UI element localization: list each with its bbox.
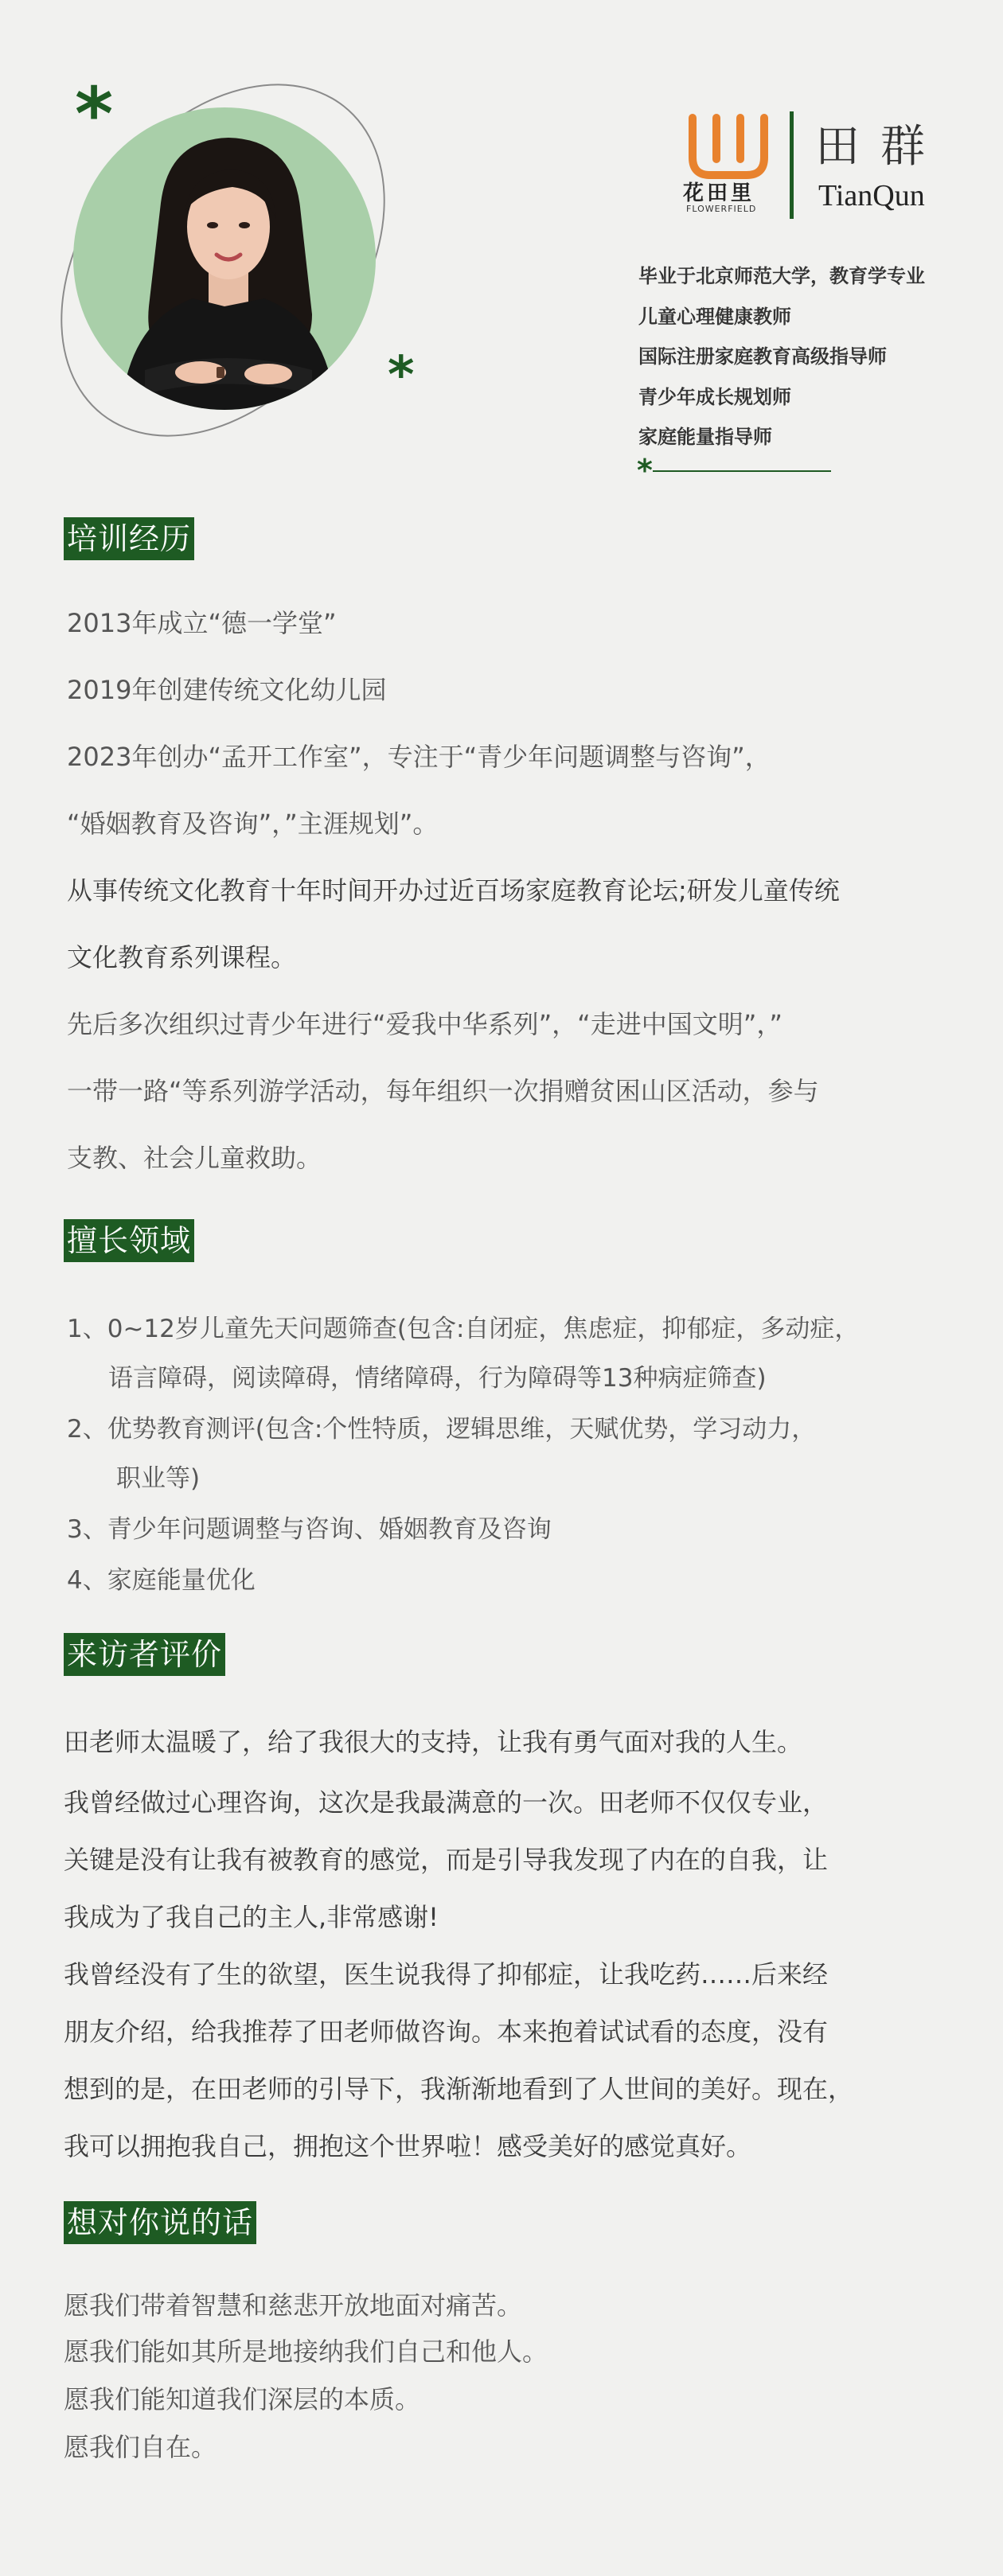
logo-text-en: FLOWERFIELD <box>686 204 757 214</box>
expertise-line: 职业等) <box>116 1464 201 1493</box>
section-heading-message: 想对你说的话 <box>64 2201 256 2244</box>
training-line: 一带一路“等系列游学活动，每年组织一次捐赠贫困山区活动，参与 <box>67 1076 819 1106</box>
profile-title: 国际注册家庭教育高级指导师 <box>638 345 887 368</box>
review-line: 我可以拥抱我自己，拥抱这个世界啦！感受美好的感觉真好。 <box>64 2131 752 2161</box>
training-line: 先后多次组织过青少年进行“爱我中华系列”，“走进中国文明”，” <box>67 1009 782 1039</box>
profile-title: 家庭能量指导师 <box>638 425 772 448</box>
section-heading-training: 培训经历 <box>64 517 194 560</box>
expertise-line: 3、青少年问题调整与咨询、婚姻教育及咨询 <box>67 1515 552 1544</box>
message-line: 愿我们能知道我们深层的本质。 <box>64 2384 421 2414</box>
review-line: 朋友介绍，给我推荐了田老师做咨询。本来抱着试试看的态度，没有 <box>64 2017 829 2047</box>
expertise-line: 语言障碍，阅读障碍，情绪障碍，行为障碍等13种病症筛查) <box>108 1364 767 1393</box>
message-line: 愿我们自在。 <box>64 2432 217 2462</box>
section-heading-reviews: 来访者评价 <box>64 1633 225 1676</box>
training-line: 从事传统文化教育十年时间开办过近百场家庭教育论坛;研发儿童传统 <box>67 875 840 906</box>
asterisk-icon: * <box>637 453 653 488</box>
training-line: “婚姻教育及咨询”，”主涯规划”。 <box>67 809 439 839</box>
training-line: 2019年创建传统文化幼儿园 <box>67 675 387 705</box>
name-cn: 田群 <box>815 121 946 173</box>
review-line: 想到的是，在田老师的引导下，我渐渐地看到了人世间的美好。现在， <box>64 2074 854 2104</box>
expertise-line: 4、家庭能量优化 <box>67 1566 256 1595</box>
training-line: 2013年成立“德一学堂” <box>67 608 337 638</box>
titles-divider <box>653 470 831 472</box>
asterisk-icon: * <box>388 346 415 405</box>
profile-title: 毕业于北京师范大学，教育学专业 <box>638 264 925 287</box>
training-line: 支教、社会儿童救助。 <box>67 1143 322 1173</box>
message-line: 愿我们能如其所是地接纳我们自己和他人。 <box>64 2336 548 2367</box>
review-line: 我曾经没有了生的欲望，医生说我得了抑郁症，让我吃药……后来经 <box>64 1959 829 1989</box>
logo-text-cn: 花田里 <box>683 181 755 205</box>
review-line: 我曾经做过心理咨询，这次是我最满意的一次。田老师不仅仅专业， <box>64 1787 829 1818</box>
expertise-line: 1、0~12岁儿童先天问题筛查(包含:自闭症，焦虑症，抑郁症，多动症， <box>67 1315 860 1343</box>
training-line: 2023年创办“孟开工作室”，专注于“青少年问题调整与咨询”， <box>67 742 771 772</box>
profile-title: 儿童心理健康教师 <box>638 304 791 328</box>
profile-title: 青少年成长规划师 <box>638 384 791 408</box>
section-heading-expertise: 擅长领域 <box>64 1219 194 1262</box>
expertise-line: 2、优势教育测评(包含:个性特质，逻辑思维，天赋优势，学习动力， <box>67 1415 817 1444</box>
review-line: 田老师太温暖了，给了我很大的支持，让我有勇气面对我的人生。 <box>64 1727 803 1757</box>
message-line: 愿我们带着智慧和慈悲开放地面对痛苦。 <box>64 2290 523 2321</box>
name-en: TianQun <box>818 179 925 212</box>
review-line: 我成为了我自己的主人,非常感谢! <box>64 1902 439 1932</box>
review-line: 关键是没有让我有被教育的感觉，而是引导我发现了内在的自我，让 <box>64 1845 829 1875</box>
profile-titles <box>638 256 925 458</box>
training-line: 文化教育系列课程。 <box>67 942 297 972</box>
portrait-illustration <box>73 107 376 410</box>
portrait-photo <box>73 107 376 410</box>
name-divider <box>790 111 794 219</box>
asterisk-icon: * <box>75 72 114 157</box>
